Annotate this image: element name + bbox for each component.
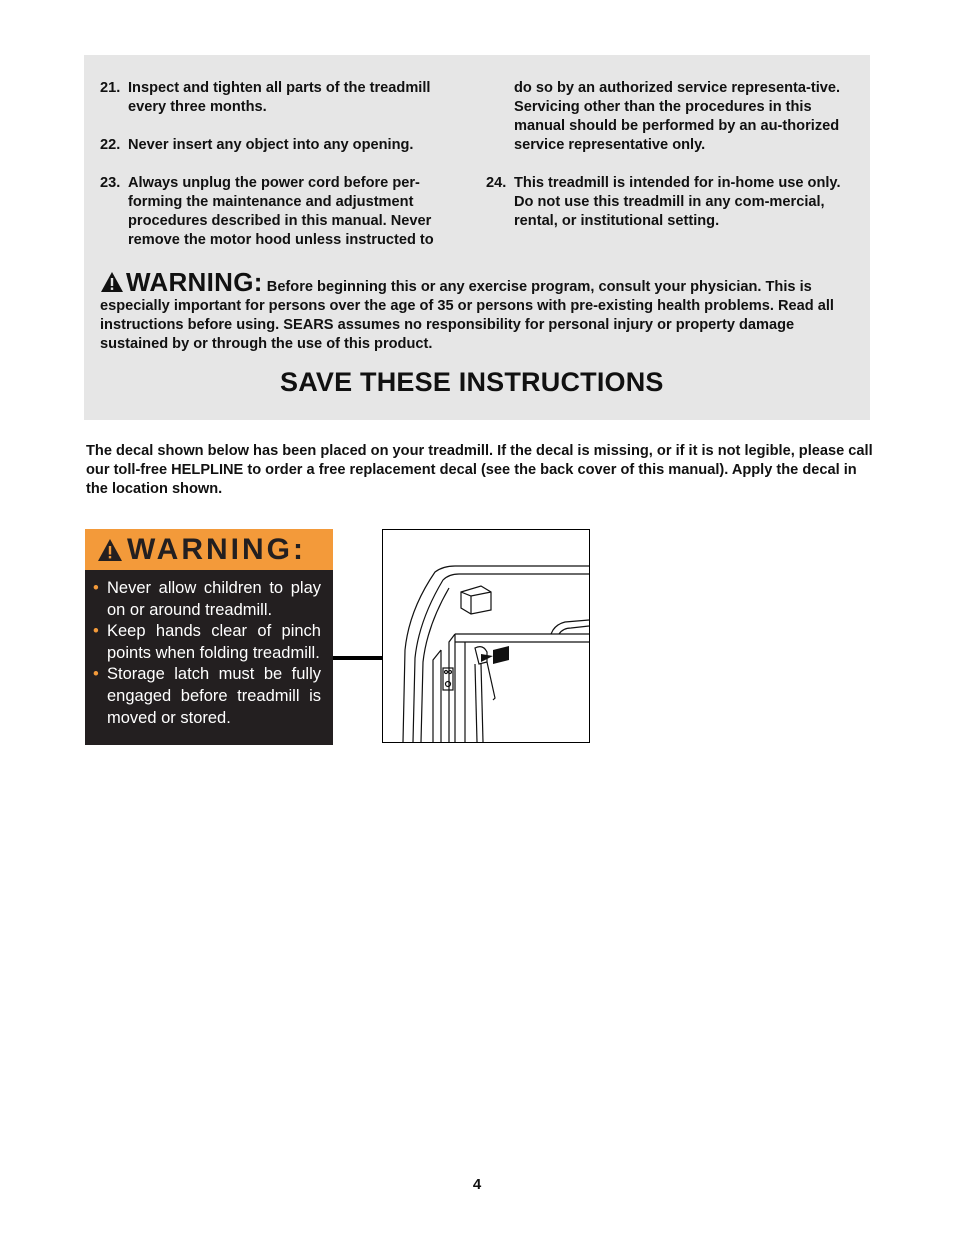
treadmill-line-drawing <box>383 530 589 742</box>
decal-bullet-list <box>85 570 333 729</box>
warning-title: WARNING: <box>126 267 263 297</box>
warning-paragraph <box>100 267 858 354</box>
safety-item-23: 23. Always unplug the power cord before per-forming the maintenance and adjustment procedures described in this manual. Never remove the motor hood unless instructed to <box>100 175 434 248</box>
save-instructions-heading: SAVE THESE INSTRUCTIONS <box>280 367 664 397</box>
treadmill-decal-location-illustration <box>382 529 590 743</box>
decal-header <box>85 529 333 570</box>
warning-decal <box>85 529 333 745</box>
decal-warning-triangle-icon <box>97 538 123 562</box>
bullet-dot-icon: • <box>93 665 99 684</box>
decal-bullet: • Never allow children to play on or around treadmill. <box>93 579 321 619</box>
bullet-dot-icon: • <box>93 622 99 641</box>
safety-item-23-continued: do so by an authorized service representa-tive. Servicing other than the procedures in this manual should be performed by an au-thorized service representative only. <box>514 80 841 153</box>
warning-triangle-icon <box>100 271 124 293</box>
safety-item-21: 21. Inspect and tighten all parts of the treadmill every three months. <box>100 80 431 115</box>
decal-title: WARNING: <box>127 532 306 566</box>
safety-item-24: 24. This treadmill is intended for in-home use only. Do not use this treadmill in any com-mercial, rental, or institutional setting. <box>486 175 841 229</box>
page-number: 4 <box>472 1176 482 1193</box>
decal-bullet: • Keep hands clear of pinch points when folding treadmill. <box>93 622 321 662</box>
decal-intro-text: The decal shown below has been placed on your treadmill. If the decal is missing, or if it is not legible, please call our toll-free HELPLINE to order a free replacement decal (see the back cover of this manual). Apply the decal in the location shown. <box>86 443 873 497</box>
warning-text: Before beginning this or any exercise program, consult your physician. This is especially important for persons over the age of 35 or persons with pre-existing health problems. Read all instructions before using. SEARS assumes no responsibility for personal injury or property damage sustained by or through the use of this product. <box>100 279 834 352</box>
decal-bullet: • Storage latch must be fully engaged before treadmill is moved or stored. <box>93 665 321 727</box>
safety-item-22: 22. Never insert any object into any opening. <box>100 137 414 153</box>
safety-column-left <box>100 79 460 269</box>
safety-column-right <box>486 79 842 250</box>
bullet-dot-icon: • <box>93 579 99 597</box>
safety-instructions-box <box>84 55 870 420</box>
